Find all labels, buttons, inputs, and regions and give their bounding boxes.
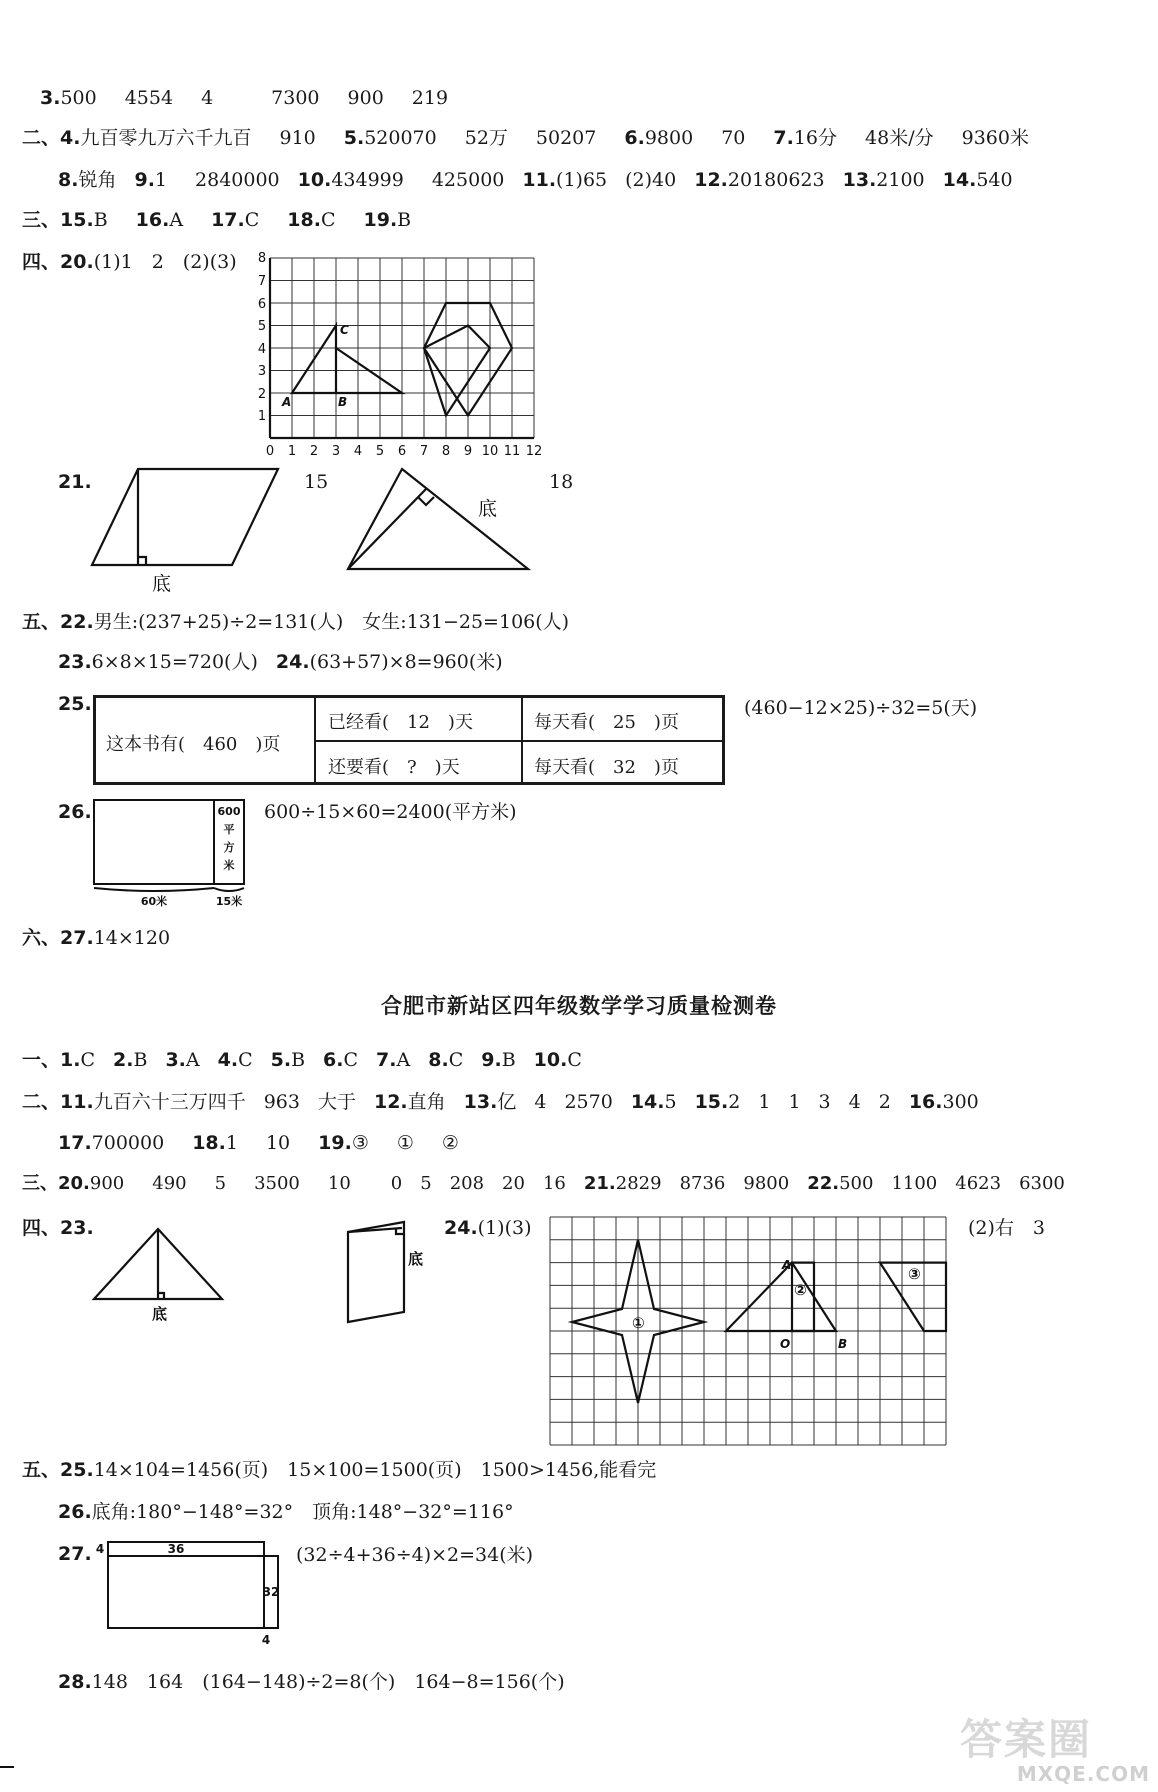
s2-question-26: 26.底角:180°−148°=32° 顶角:148°−32°=116° bbox=[58, 1501, 514, 1523]
q21-value-b: 18 bbox=[549, 471, 574, 493]
q27-dim: 4 bbox=[261, 1633, 271, 1647]
q25-cell-daily2: 每天看( 32 )页 bbox=[534, 757, 679, 778]
y-tick: 8 bbox=[257, 251, 267, 266]
q25-cell-remain: 还要看( ? )天 bbox=[328, 757, 460, 778]
point-label-c: C bbox=[340, 323, 349, 337]
section-3-line: 三、15.B 16.A 17.C 18.C 19.B bbox=[22, 209, 412, 231]
question-23-24: 23.6×8×15=720(人) 24.(63+57)×8=960(米) bbox=[58, 651, 503, 673]
x-tick: 7 bbox=[419, 444, 429, 459]
s2-q23-triangle bbox=[92, 1225, 232, 1325]
q25-cell-book: 这本书有( 460 )页 bbox=[106, 734, 281, 755]
watermark-brand: 答案圈 bbox=[960, 1715, 1093, 1764]
s2-q23-base-a: 底 bbox=[152, 1305, 168, 1323]
point-label-a: A bbox=[782, 1258, 792, 1272]
watermark-domain: MXQE.COM bbox=[1016, 1762, 1150, 1786]
point-label-b: B bbox=[838, 1337, 848, 1351]
q25-cell-daily1: 每天看( 25 )页 bbox=[534, 712, 679, 733]
s2-section-3-line: 三、20.900 490 5 3500 10 0 5 208 20 16 21.2829 8736 9800 22.500 1100 4623 6300 bbox=[22, 1173, 1065, 1194]
answer-line-3: 3.500 4554 4 7300 900 219 bbox=[40, 87, 449, 109]
q26-area-text: 600 bbox=[217, 805, 241, 818]
point-label-o: O bbox=[780, 1337, 791, 1351]
x-tick: 0 bbox=[265, 444, 275, 459]
watermark bbox=[960, 1715, 1150, 1790]
question-22: 五、22.男生:(237+25)÷2=131(人) 女生:131−25=106(人) bbox=[22, 611, 570, 633]
s2-question-28: 28.148 164 (164−148)÷2=8(个) 164−8=156(个) bbox=[58, 1671, 565, 1693]
q25-table bbox=[93, 695, 725, 785]
q21-base-label-b: 底 bbox=[478, 498, 498, 520]
q21-value-a: 15 bbox=[304, 471, 329, 493]
q26-length-a: 60米 bbox=[140, 895, 168, 908]
q26-area-text: 米 bbox=[223, 859, 235, 872]
question-26-label: 26. bbox=[58, 801, 92, 823]
x-tick: 5 bbox=[375, 444, 385, 459]
y-tick: 4 bbox=[257, 342, 267, 357]
s2-q23-base-b: 底 bbox=[408, 1250, 424, 1268]
q26-rectangle-diagram bbox=[92, 798, 262, 910]
s2-section-1-line: 一、1.C 2.B 3.A 4.C 5.B 6.C 7.A 8.C 9.B 10.C bbox=[22, 1049, 582, 1071]
y-tick: 2 bbox=[257, 387, 267, 402]
x-tick: 9 bbox=[463, 444, 473, 459]
q25-formula: (460−12×25)÷32=5(天) bbox=[744, 697, 978, 719]
x-tick: 1 bbox=[287, 444, 297, 459]
y-tick: 7 bbox=[257, 274, 267, 289]
q27-dim: 36 bbox=[167, 1542, 185, 1556]
point-label-a: A bbox=[282, 395, 292, 409]
question-21-label: 21. bbox=[58, 471, 92, 493]
s2-q24-note: (2)右 3 bbox=[968, 1217, 1046, 1239]
s2-section-2-line-a: 二、11.九百六十三万四千 963 大于 12.直角 13.亿 4 2570 14.5 15.2 1 1 3 4 2 16.300 bbox=[22, 1091, 979, 1113]
question-20-text: 四、20.(1)1 2 (2)(3) bbox=[22, 251, 237, 273]
x-tick: 2 bbox=[309, 444, 319, 459]
q27-dim: 4 bbox=[95, 1542, 105, 1556]
x-tick: 8 bbox=[441, 444, 451, 459]
question-25-label: 25. bbox=[58, 693, 92, 715]
shape-label-2: ② bbox=[794, 1281, 807, 1299]
page-edge-mark bbox=[0, 1766, 14, 1768]
q21-triangle bbox=[346, 465, 536, 575]
question-27: 六、27.14×120 bbox=[22, 927, 171, 949]
s2-q24-triangle-2 bbox=[726, 1263, 836, 1331]
y-tick: 1 bbox=[257, 409, 267, 424]
s2-question-23-label: 四、23. bbox=[22, 1217, 94, 1239]
section-2-line-b: 8.锐角 9.1 2840000 10.434999 425000 11.(1)65 (2)40 12.20180623 13.2100 14.540 bbox=[58, 169, 1013, 191]
q26-formula: 600÷15×60=2400(平方米) bbox=[264, 801, 517, 823]
x-tick: 4 bbox=[353, 444, 363, 459]
q26-area-text: 平 bbox=[223, 823, 235, 836]
s2-question-27-label: 27. bbox=[58, 1543, 92, 1565]
q21-base-label-a: 底 bbox=[152, 573, 172, 595]
section-2-line-a: 二、4.九百零九万六千九百 910 5.520070 52万 50207 6.9800 70 7.16分 48米/分 9360米 bbox=[22, 127, 1029, 149]
shape-label-3: ③ bbox=[908, 1265, 921, 1283]
y-tick: 5 bbox=[257, 319, 267, 334]
q21-parallelogram bbox=[90, 465, 290, 595]
exam-title: 合肥市新站区四年级数学学习质量检测卷 bbox=[381, 994, 777, 1018]
x-tick: 6 bbox=[397, 444, 407, 459]
q27-dim: 32 bbox=[262, 1585, 280, 1599]
q26-length-b: 15米 bbox=[215, 895, 243, 908]
x-tick: 3 bbox=[331, 444, 341, 459]
s2-q27-formula: (32÷4+36÷4)×2=34(米) bbox=[296, 1544, 534, 1566]
s2-q24-grid bbox=[548, 1215, 948, 1447]
shape-label-1: ① bbox=[632, 1314, 645, 1332]
s2-section-2-line-b: 17.700000 18.1 10 19.③ ① ② bbox=[58, 1132, 459, 1154]
y-tick: 6 bbox=[257, 297, 267, 312]
x-tick: 11 bbox=[503, 444, 521, 459]
q25-cell-read: 已经看( 12 )天 bbox=[328, 712, 473, 733]
s2-q27-diagram bbox=[96, 1538, 286, 1648]
s2-question-25: 五、25.14×104=1456(页) 15×100=1500(页) 1500>1456,能看完 bbox=[22, 1459, 657, 1481]
q26-area-text: 方 bbox=[223, 841, 235, 854]
s2-q23-parallelogram bbox=[346, 1218, 426, 1328]
x-tick: 12 bbox=[525, 444, 543, 459]
point-label-b: B bbox=[338, 395, 348, 409]
y-tick: 3 bbox=[257, 364, 267, 379]
x-tick: 10 bbox=[481, 444, 499, 459]
q20-coordinate-grid bbox=[240, 248, 560, 463]
s2-question-24-label: 24.(1)(3) bbox=[444, 1217, 532, 1239]
